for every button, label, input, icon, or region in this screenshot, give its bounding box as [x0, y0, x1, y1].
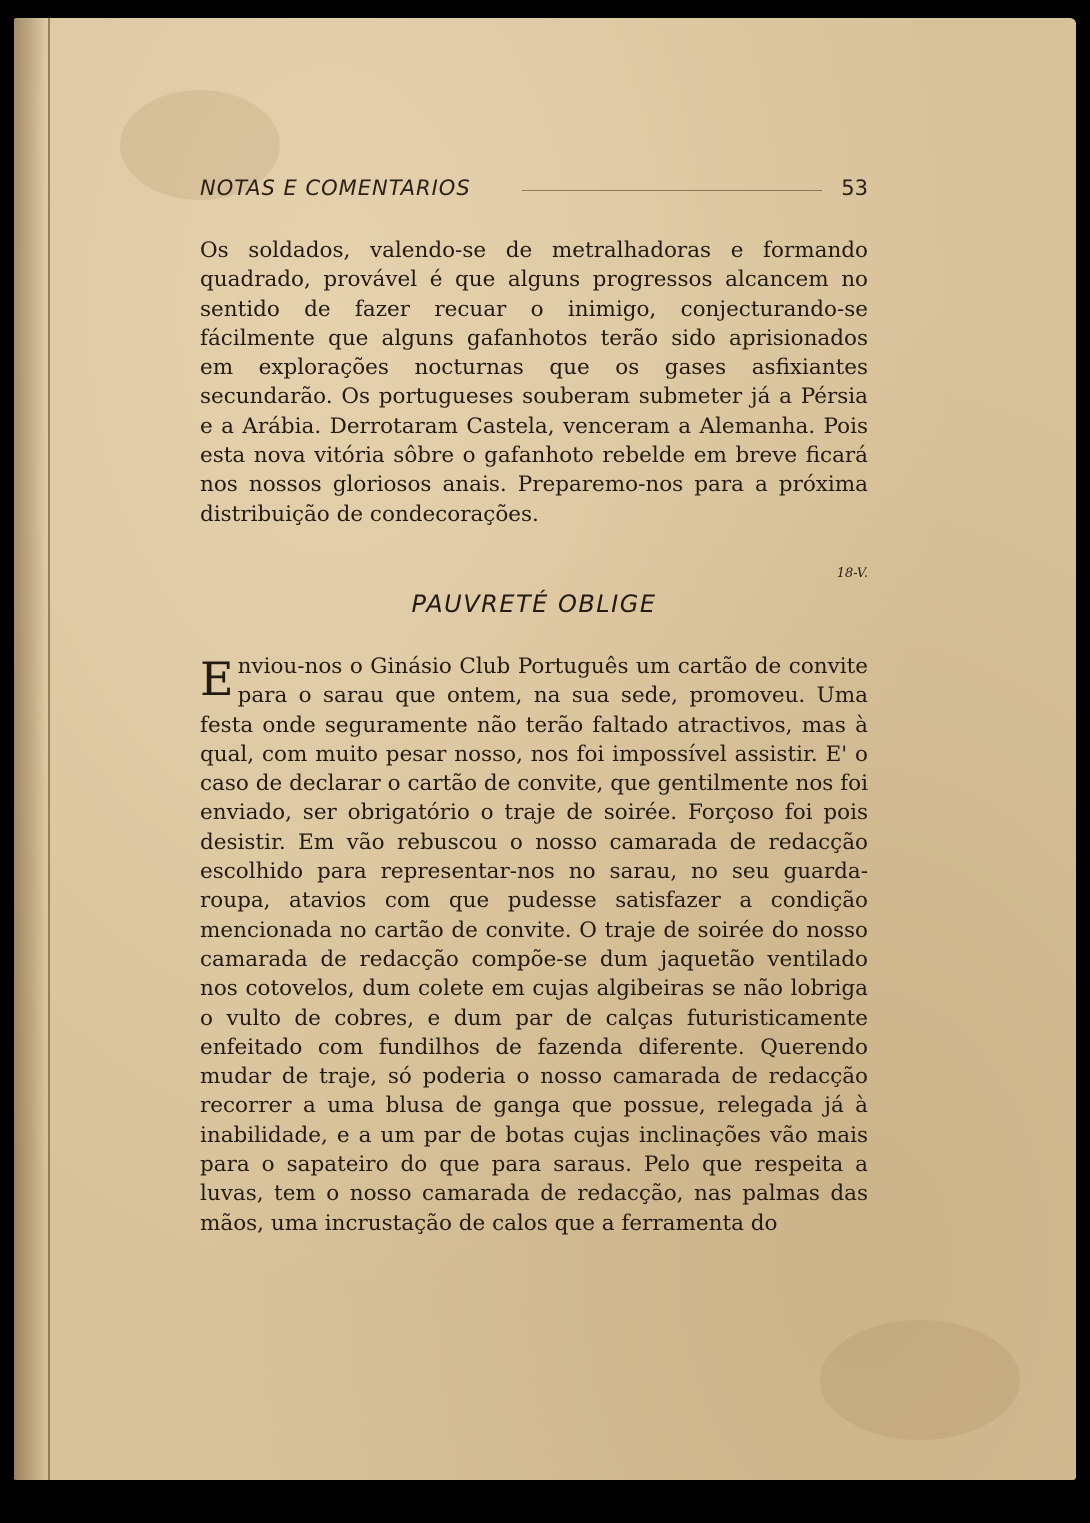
article-1: [200, 236, 868, 529]
article-2-body: nviou-nos o Ginásio Club Português um cartão de convite para o sarau que ontem, na sua sede, promoveu. Uma festa onde seguramente não terão faltado atractivos, mas à qual, com muito pesar nosso, nos foi impossível assistir. E' o caso de declarar o cartão de convite, que gentilmente nos foi enviado, ser obrigatório o traje de soirée. Forçoso foi pois desistir. Em vão rebuscou o nosso camarada de redacção escolhido para representar-nos no sarau, no seu guarda-roupa, atavios com que pudesse satisfazer a condição mencionada no cartão de convite. O traje de soirée do nosso camarada de redacção compõe-se dum jaquetão ventilado nos cotovelos, dum colete em cujas algibeiras se não lobriga o vulto de cobres, e dum par de calças futuristicamente enfeitado com fundilhos de fazenda diferente. Querendo mudar de traje, só poderia o nosso camarada de redacção recorrer a uma blusa de ganga que possue, relegada já à inabilidade, e a um par de botas cujas inclinações vão mais para o sapateiro do que para saraus. Pelo que respeita a luvas, tem o nosso camarada de redacção, nas palmas das mãos, uma incrustação de calos que a ferramenta do: [200, 654, 868, 1236]
drop-cap: E: [200, 652, 234, 706]
paper-stain: [820, 1320, 1020, 1440]
header-rule: [522, 190, 822, 191]
article-1-body: Os soldados, valendo-se de metralhadoras e formando quadrado, provável é que alguns progressos alcancem no sentido de fazer recuar o inimigo, conjecturando-se fácilmente que alguns gafanhotos terão sido aprisionados em explorações nocturnas que os gases asfixiantes secundarão. Os portugueses souberam submeter já a Pérsia e a Arábia. Derrotaram Castela, venceram a Alemanha. Pois esta nova vitória sôbre o gafanhoto rebelde em breve ficará nos nossos gloriosos anais. Preparemo-nos para a próxima distribuição de condecorações.: [200, 238, 868, 527]
page-gutter: [14, 18, 50, 1480]
running-header: [200, 176, 868, 206]
article-2: [200, 652, 868, 1238]
page-number: 53: [841, 176, 868, 200]
article-1-signature: 18-V.: [836, 566, 868, 581]
section-title: PAUVRETÉ OBLIGE: [411, 590, 657, 618]
running-title: NOTAS E COMENTARIOS: [200, 176, 471, 200]
